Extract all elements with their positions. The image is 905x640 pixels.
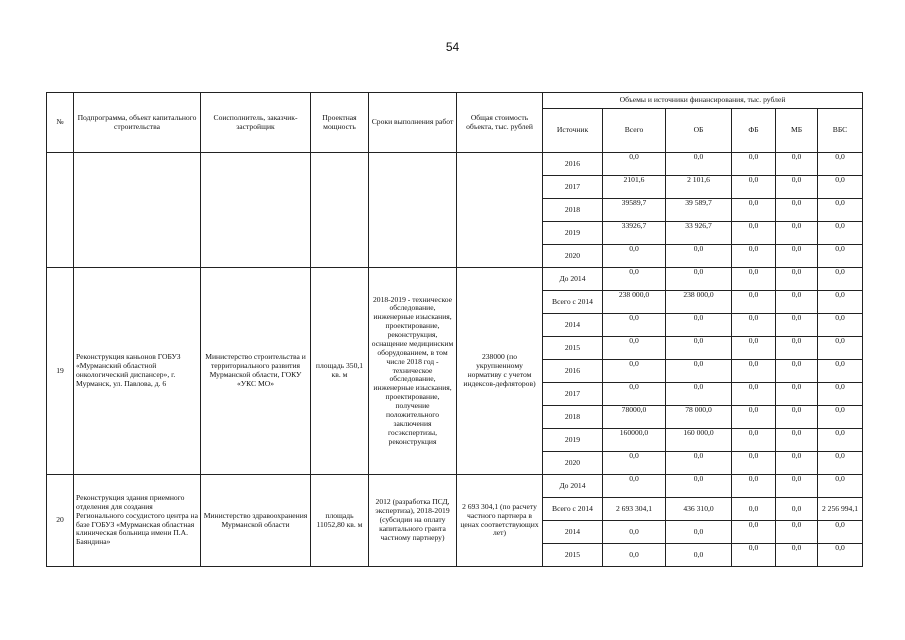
fb-cell: 0,0: [732, 176, 776, 199]
total-cell: 0,0: [603, 153, 666, 176]
vbs-cell: 0,0: [818, 245, 863, 268]
fb-cell: 0,0: [732, 337, 776, 360]
vbs-cell: 0,0: [818, 291, 863, 314]
fb-cell: 0,0: [732, 406, 776, 429]
header-total: Всего: [603, 109, 666, 153]
total-cell: 2101,6: [603, 176, 666, 199]
ob-cell: 0,0: [666, 521, 732, 544]
mb-cell: 0,0: [776, 153, 818, 176]
source-cell: 2020: [543, 245, 603, 268]
mb-cell: 0,0: [776, 176, 818, 199]
header-deadlines: Сроки выполнения работ: [369, 93, 457, 153]
vbs-cell: 0,0: [818, 153, 863, 176]
prev-capacity-cell: [311, 153, 369, 268]
header-fb: ФБ: [732, 109, 776, 153]
header-coexecutor: Соисполнитель, заказчик-застройщик: [201, 93, 311, 153]
vbs-cell: 0,0: [818, 429, 863, 452]
header-capacity: Проектная мощность: [311, 93, 369, 153]
ob-cell: 0,0: [666, 452, 732, 475]
fb-cell: 0,0: [732, 245, 776, 268]
total-cell: 0,0: [603, 475, 666, 498]
source-cell: 2019: [543, 429, 603, 452]
vbs-cell: 0,0: [818, 544, 863, 567]
vbs-cell: 0,0: [818, 475, 863, 498]
obj20-total-cost: 2 693 304,1 (по расчету частного партнера в ценах соответствующих лет): [457, 475, 543, 567]
mb-cell: 0,0: [776, 521, 818, 544]
mb-cell: 0,0: [776, 406, 818, 429]
source-cell: До 2014: [543, 475, 603, 498]
fb-cell: 0,0: [732, 314, 776, 337]
vbs-cell: 0,0: [818, 176, 863, 199]
header-vbs: ВБС: [818, 109, 863, 153]
mb-cell: 0,0: [776, 268, 818, 291]
mb-cell: 0,0: [776, 337, 818, 360]
ob-cell: 238 000,0: [666, 291, 732, 314]
mb-cell: 0,0: [776, 314, 818, 337]
table-row: [47, 153, 863, 176]
source-cell: 2015: [543, 337, 603, 360]
source-cell: 2016: [543, 360, 603, 383]
ob-cell: 78 000,0: [666, 406, 732, 429]
obj20-name: Реконструкция здания приемного отделения для создания Регионального сосудистого центра на базе ГОБУЗ «Мурманская областная клиническая больница имени П.А. Баяндина»: [74, 475, 201, 567]
ob-cell: 0,0: [666, 245, 732, 268]
vbs-cell: 2 256 994,1: [818, 498, 863, 521]
vbs-cell: 0,0: [818, 521, 863, 544]
obj19-total-cost: 238000 (по укрупненному нормативу с учетом индексов-дефляторов): [457, 268, 543, 475]
vbs-cell: 0,0: [818, 452, 863, 475]
mb-cell: 0,0: [776, 475, 818, 498]
prev-coexecutor-cell: [201, 153, 311, 268]
fb-cell: 0,0: [732, 429, 776, 452]
source-cell: 2018: [543, 406, 603, 429]
header-funding-group: Объемы и источники финансирования, тыс. рублей: [543, 93, 863, 109]
fb-cell: 0,0: [732, 544, 776, 567]
total-cell: 2 693 304,1: [603, 498, 666, 521]
source-cell: Всего с 2014: [543, 291, 603, 314]
fb-cell: 0,0: [732, 222, 776, 245]
fb-cell: 0,0: [732, 475, 776, 498]
mb-cell: 0,0: [776, 291, 818, 314]
total-cell: 0,0: [603, 452, 666, 475]
obj20-no: 20: [47, 475, 74, 567]
source-cell: До 2014: [543, 268, 603, 291]
prev-name-cell: [74, 153, 201, 268]
source-cell: 2020: [543, 452, 603, 475]
header-mb: МБ: [776, 109, 818, 153]
total-cell: 0,0: [603, 383, 666, 406]
mb-cell: 0,0: [776, 222, 818, 245]
total-cell: 238 000,0: [603, 291, 666, 314]
total-cell: 33926,7: [603, 222, 666, 245]
fb-cell: 0,0: [732, 268, 776, 291]
header-total-cost: Общая стоимость объекта, тыс. рублей: [457, 93, 543, 153]
ob-cell: 436 310,0: [666, 498, 732, 521]
prev-no-cell: [47, 153, 74, 268]
vbs-cell: 0,0: [818, 268, 863, 291]
prev-cost-cell: [457, 153, 543, 268]
ob-cell: 160 000,0: [666, 429, 732, 452]
fb-cell: 0,0: [732, 521, 776, 544]
obj20-capacity: площадь 11052,80 кв. м: [311, 475, 369, 567]
mb-cell: 0,0: [776, 360, 818, 383]
source-cell: 2019: [543, 222, 603, 245]
header-ob: ОБ: [666, 109, 732, 153]
total-cell: 0,0: [603, 360, 666, 383]
mb-cell: 0,0: [776, 452, 818, 475]
total-cell: 0,0: [603, 337, 666, 360]
source-cell: 2014: [543, 521, 603, 544]
vbs-cell: 0,0: [818, 406, 863, 429]
table-row: [47, 268, 863, 291]
source-cell: Всего с 2014: [543, 498, 603, 521]
obj19-name: Реконструкция каньонов ГОБУЗ «Мурманский областной онкологический диспансер», г. Мурманск, ул. Павлова, д. 6: [74, 268, 201, 475]
vbs-cell: 0,0: [818, 383, 863, 406]
source-cell: 2017: [543, 176, 603, 199]
ob-cell: 33 926,7: [666, 222, 732, 245]
fb-cell: 0,0: [732, 383, 776, 406]
source-cell: 2018: [543, 199, 603, 222]
header-subprogram: Подпрограмма, объект капитального строительства: [74, 93, 201, 153]
obj19-capacity: площадь 350,1 кв. м: [311, 268, 369, 475]
total-cell: 0,0: [603, 521, 666, 544]
vbs-cell: 0,0: [818, 314, 863, 337]
vbs-cell: 0,0: [818, 222, 863, 245]
ob-cell: 0,0: [666, 337, 732, 360]
ob-cell: 0,0: [666, 268, 732, 291]
mb-cell: 0,0: [776, 245, 818, 268]
mb-cell: 0,0: [776, 383, 818, 406]
source-cell: 2016: [543, 153, 603, 176]
total-cell: 0,0: [603, 314, 666, 337]
obj20-coexecutor: Министерство здравоохранения Мурманской области: [201, 475, 311, 567]
vbs-cell: 0,0: [818, 360, 863, 383]
source-cell: 2015: [543, 544, 603, 567]
ob-cell: 0,0: [666, 544, 732, 567]
total-cell: 78000,0: [603, 406, 666, 429]
header-no: №: [47, 93, 74, 153]
fb-cell: 0,0: [732, 199, 776, 222]
vbs-cell: 0,0: [818, 199, 863, 222]
mb-cell: 0,0: [776, 429, 818, 452]
capital-construction-table: [46, 92, 863, 567]
ob-cell: 0,0: [666, 383, 732, 406]
header-source: Источник: [543, 109, 603, 153]
obj19-no: 19: [47, 268, 74, 475]
total-cell: 39589,7: [603, 199, 666, 222]
source-cell: 2014: [543, 314, 603, 337]
obj19-deadlines: 2018-2019 - техническое обследование, инженерные изыскания, проектирование, реконструкция, оснащение медицинским оборудованием, в том числе 2018 год - техническое обследование, инженерные изыскания, проектирование, получение положительного заключения госэкспертизы, реконструкция: [369, 268, 457, 475]
total-cell: 0,0: [603, 268, 666, 291]
total-cell: 160000,0: [603, 429, 666, 452]
obj19-coexecutor: Министерство строительства и территориального развития Мурманской области, ГОКУ «УКС МО»: [201, 268, 311, 475]
source-cell: 2017: [543, 383, 603, 406]
ob-cell: 2 101,6: [666, 176, 732, 199]
mb-cell: 0,0: [776, 199, 818, 222]
total-cell: 0,0: [603, 245, 666, 268]
mb-cell: 0,0: [776, 498, 818, 521]
prev-deadlines-cell: [369, 153, 457, 268]
mb-cell: 0,0: [776, 544, 818, 567]
fb-cell: 0,0: [732, 498, 776, 521]
table-row: [47, 475, 863, 498]
vbs-cell: 0,0: [818, 337, 863, 360]
fb-cell: 0,0: [732, 291, 776, 314]
ob-cell: 39 589,7: [666, 199, 732, 222]
total-cell: 0,0: [603, 544, 666, 567]
fb-cell: 0,0: [732, 452, 776, 475]
page-number: 54: [445, 40, 460, 54]
fb-cell: 0,0: [732, 360, 776, 383]
ob-cell: 0,0: [666, 314, 732, 337]
ob-cell: 0,0: [666, 360, 732, 383]
ob-cell: 0,0: [666, 153, 732, 176]
fb-cell: 0,0: [732, 153, 776, 176]
obj20-deadlines: 2012 (разработка ПСД, экспертиза), 2018-2019 (субсидии на оплату капитального гранта частному партнеру): [369, 475, 457, 567]
ob-cell: 0,0: [666, 475, 732, 498]
